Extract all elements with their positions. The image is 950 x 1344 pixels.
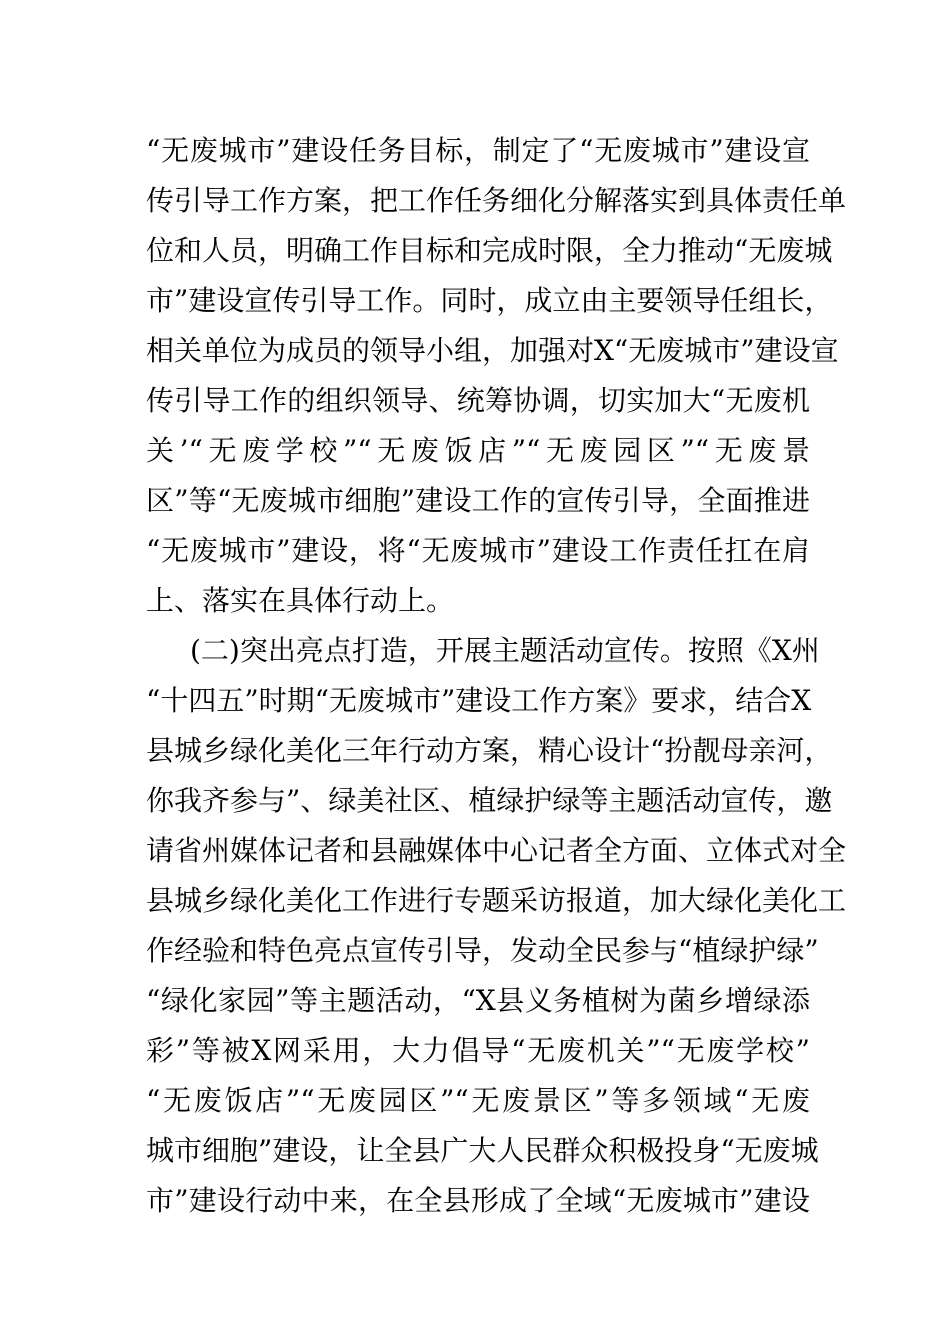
text-line-4: 市”建设宣传引导工作。同时，成立由主要领导任组长， — [146, 284, 833, 317]
text-line-17: 作经验和特色亮点宣传引导，发动全民参与“植绿护绿” — [146, 934, 819, 967]
text-line-3: 位和人员，明确工作目标和完成时限，全力推动“无废城 — [146, 234, 833, 267]
text-line-5: 相关单位为成员的领导小组，加强对X“无废城市”建设宣 — [146, 334, 839, 367]
text-line-14: 你我齐参与”、绿美社区、植绿护绿等主题活动宣传，邀 — [146, 784, 833, 817]
text-line-1: “无废城市”建设任务目标，制定了“无废城市”建设宣 — [146, 134, 810, 167]
text-line-21: 城市细胞”建设，让全县广大人民群众积极投身“无废城 — [146, 1134, 819, 1167]
text-line-11: (二)突出亮点打造，开展主题活动宣传。按照《X州 — [190, 634, 820, 667]
text-line-10: 上、落实在具体行动上。 — [146, 584, 455, 617]
text-line-20: “无废饭店”“无废园区”“无废景区”等多领域“无废 — [146, 1084, 810, 1117]
text-line-16: 县城乡绿化美化工作进行专题采访报道，加大绿化美化工 — [146, 884, 847, 917]
text-line-7: 关’“无废学校”“无废饭店”“无废园区”“无废景 — [146, 434, 810, 467]
text-line-19: 彩”等被X网采用，大力倡导“无废机关”“无废学校” — [146, 1034, 810, 1067]
text-line-13: 县城乡绿化美化三年行动方案，精心设计“扮靓母亲河， — [146, 734, 833, 767]
text-line-12: “十四五”时期“无废城市”建设工作方案》要求，结合X — [146, 684, 812, 717]
text-line-22: 市”建设行动中来，在全县形成了全域“无废城市”建设 — [146, 1184, 810, 1217]
document-body-text — [146, 126, 847, 1226]
text-line-9: “无废城市”建设，将“无废城市”建设工作责任扛在肩 — [146, 534, 810, 567]
text-line-6: 传引导工作的组织领导、统筹协调，切实加大“无废机 — [146, 384, 810, 417]
text-line-2: 传引导工作方案，把工作任务细化分解落实到具体责任单 — [146, 184, 847, 217]
text-line-18: “绿化家园”等主题活动，“X县义务植树为菌乡增绿添 — [146, 984, 810, 1017]
text-line-15: 请省州媒体记者和县融媒体中心记者全方面、立体式对全 — [146, 834, 847, 867]
text-line-8: 区”等“无废城市细胞”建设工作的宣传引导，全面推进 — [146, 484, 810, 517]
